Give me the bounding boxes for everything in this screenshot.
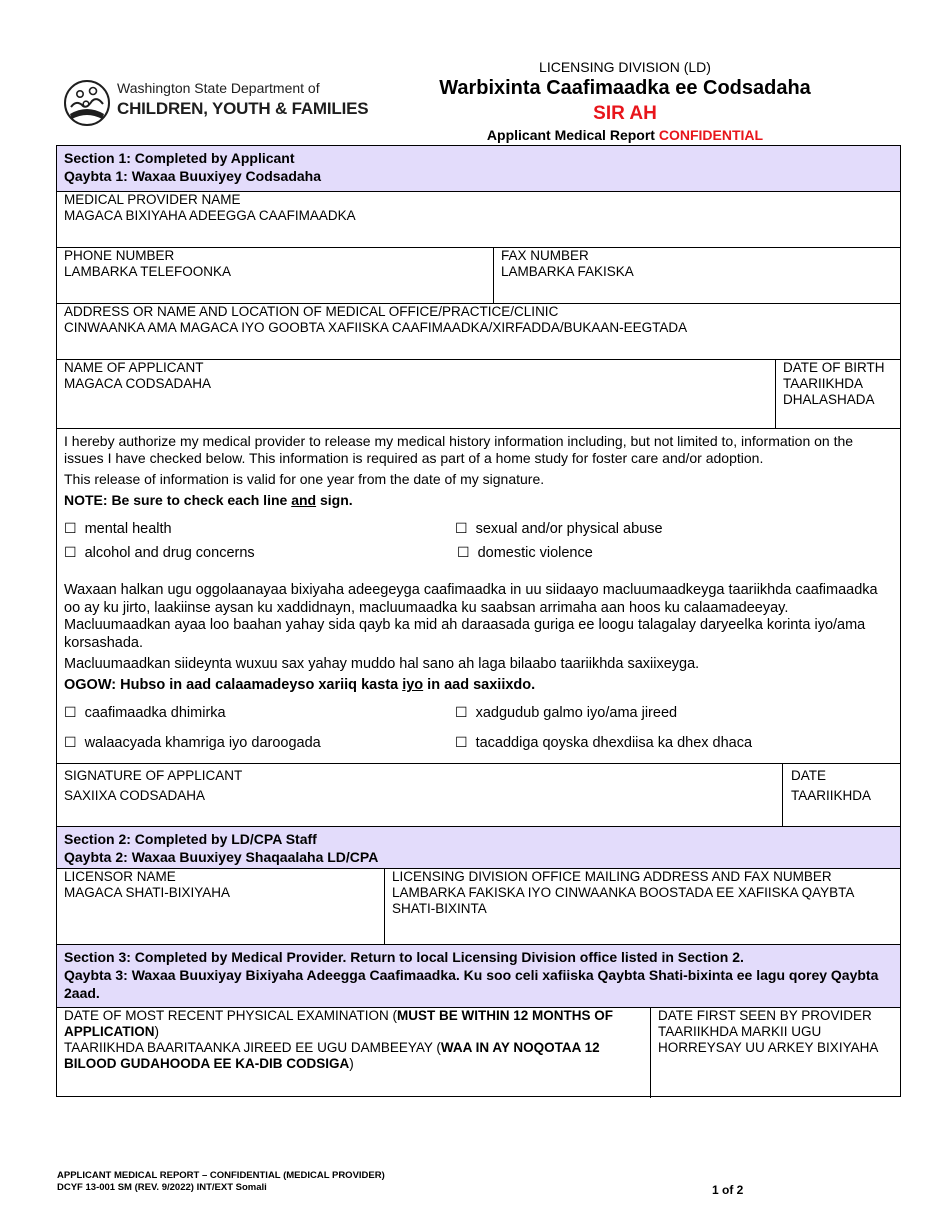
licensor-label-so: MAGACA SHATI-BIXIYAHA bbox=[64, 885, 231, 900]
validity-text-en: This release of information is valid for one year from the date of my signature. bbox=[64, 471, 545, 487]
checkbox-label: sexual and/or physical abuse bbox=[475, 521, 663, 537]
authorization-text-so: Waxaan halkan ugu oggolaanayaa bixiyaha adeegeyga caafimaadka in uu siidaayo macluumaadkeyga taariikhda caafimaadka oo ay ku jirto, laakiinse aysan ku xaddidnayn, macluumaadka ku saabsan arrimaha aan hoos ku calaamadeeyay. Macluumaadkan ayaa loo baahan yahay sida qayb ka mid ah daraasada guriga ee loogu talagalay daryeelka korinta iyo/ama korsashada. bbox=[64, 582, 878, 652]
fax-field[interactable] bbox=[494, 248, 900, 303]
phone-label-en: PHONE NUMBER bbox=[64, 248, 175, 263]
section2-heading bbox=[57, 826, 900, 868]
org-name-line1: Washington State Department of bbox=[117, 80, 320, 96]
note-so bbox=[64, 677, 535, 694]
dob-label-so-2: DHALASHADA bbox=[783, 392, 875, 407]
fax-label-en: FAX NUMBER bbox=[501, 248, 589, 263]
signature-date-field[interactable] bbox=[783, 764, 900, 826]
confidential-label-somali: SIR AH bbox=[593, 103, 657, 124]
checkbox-label: caafimaadka dhimirka bbox=[84, 705, 226, 721]
org-name-line2: CHILDREN, YOUTH & FAMILIES bbox=[117, 99, 369, 118]
form-footer bbox=[57, 1170, 385, 1194]
dcyf-logo-icon bbox=[62, 74, 112, 130]
section3-heading-en: Section 3: Completed by Medical Provider. Return to local Licensing Division office listed in Section 2. bbox=[64, 949, 744, 965]
note-so-text: OGOW: Hubso in aad calaamadeyso xariiq kasta bbox=[64, 677, 403, 693]
signature-label-en: SIGNATURE OF APPLICANT bbox=[64, 768, 243, 783]
confidential-label: CONFIDENTIAL bbox=[658, 127, 764, 143]
exam-label-so-text: TAARIIKHDA BAARITAANKA JIREED EE UGU DAMBEEYAY ( bbox=[64, 1040, 441, 1055]
applicant-label-en: NAME OF APPLICANT bbox=[64, 360, 204, 375]
note-text: NOTE: Be sure to check each line bbox=[64, 492, 292, 508]
section1-heading-en: Section 1: Completed by Applicant bbox=[64, 150, 295, 166]
note-en bbox=[64, 492, 353, 509]
address-field[interactable] bbox=[57, 303, 900, 359]
office-label-so: LAMBARKA FAKISKA IYO CINWAANKA BOOSTADA EE XAFIISKA QAYBTA SHATI-BIXINTA bbox=[392, 885, 854, 916]
provider-name-field[interactable] bbox=[57, 191, 900, 247]
authorization-block bbox=[57, 428, 900, 763]
exam-label-so-end: ) bbox=[349, 1056, 354, 1071]
checkbox-label: domestic violence bbox=[477, 545, 593, 561]
phone-field[interactable] bbox=[57, 248, 493, 303]
checkbox-abuse-so[interactable] bbox=[455, 705, 677, 721]
dcyf-logo bbox=[62, 74, 369, 130]
phone-label-so: LAMBARKA TELEFOONKA bbox=[64, 264, 232, 279]
address-label-so: CINWAANKA AMA MAGACA IYO GOOBTA XAFIISKA CAAFIMAADKA/XIRFADDA/BUKAAN-EEGTADA bbox=[64, 320, 688, 335]
dob-field[interactable] bbox=[776, 360, 900, 428]
medical-report-form bbox=[56, 145, 901, 1097]
checkbox-icon[interactable]: ☐ bbox=[64, 735, 77, 751]
checkbox-label: mental health bbox=[84, 521, 172, 537]
provider-name-label-en: MEDICAL PROVIDER NAME bbox=[64, 192, 241, 207]
checkbox-label: walaacyada khamriga iyo daroogada bbox=[84, 735, 321, 751]
section3-heading-so: Qaybta 3: Waxaa Buuxiyay Bixiyaha Adeegga Caafimaadka. Ku soo celi xafiiska Qaybta Shati-bixinta ee lagu qorey Qaybta 2aad. bbox=[64, 967, 879, 1001]
dob-label-en: DATE OF BIRTH bbox=[783, 360, 885, 375]
provider-name-label-so: MAGACA BIXIYAHA ADEEGGA CAAFIMAADKA bbox=[64, 208, 356, 223]
checkbox-icon[interactable]: ☐ bbox=[64, 705, 77, 721]
office-label-en: LICENSING DIVISION OFFICE MAILING ADDRESS AND FAX NUMBER bbox=[392, 869, 832, 884]
checkbox-mental-health-so[interactable] bbox=[64, 705, 226, 721]
signature-label-so: SAXIIXA CODSADAHA bbox=[64, 788, 206, 803]
date-label-en: DATE bbox=[791, 768, 827, 783]
exam-date-field[interactable] bbox=[57, 1008, 650, 1096]
checkbox-label: alcohol and drug concerns bbox=[84, 545, 255, 561]
applicant-name-field[interactable] bbox=[57, 360, 775, 428]
exam-label-en-text: DATE OF MOST RECENT PHYSICAL EXAMINATION ( bbox=[64, 1008, 398, 1023]
form-title-english bbox=[400, 127, 850, 143]
page-number: 1 of 2 bbox=[712, 1183, 744, 1197]
authorization-text-en: I hereby authorize my medical provider to release my medical history information including, but not limited to, information on the issues I have checked below. This information is required as part of a home study for foster care and/or adoption. bbox=[64, 433, 854, 466]
section2-heading-so: Qaybta 2: Waxaa Buuxiyey Shaqaalaha LD/CPA bbox=[64, 849, 379, 865]
checkbox-domestic-violence[interactable] bbox=[457, 545, 593, 561]
section1-heading bbox=[57, 146, 900, 191]
division-label: LICENSING DIVISION (LD) bbox=[539, 59, 711, 75]
form-title-english-text: Applicant Medical Report bbox=[486, 127, 655, 143]
checkbox-icon[interactable]: ☐ bbox=[455, 521, 468, 537]
footer-title: APPLICANT MEDICAL REPORT – CONFIDENTIAL (MEDICAL PROVIDER) bbox=[57, 1170, 385, 1181]
checkbox-mental-health[interactable] bbox=[64, 521, 172, 537]
checkbox-icon[interactable]: ☐ bbox=[455, 705, 468, 721]
checkbox-label: tacaddiga qoyska dhexdiisa ka dhex dhaca bbox=[475, 735, 753, 751]
form-title-somali: Warbixinta Caafimaadka ee Codsadaha bbox=[439, 77, 811, 99]
note-emphasis: and bbox=[291, 492, 317, 508]
dob-label-so-1: TAARIIKHDA bbox=[783, 376, 864, 391]
checkbox-abuse[interactable] bbox=[455, 521, 663, 537]
fax-label-so: LAMBARKA FAKISKA bbox=[501, 264, 634, 279]
checkbox-icon[interactable]: ☐ bbox=[457, 545, 470, 561]
validity-text-so: Macluumaadkan siideynta wuxuu sax yahay muddo hal sano ah laga bilaabo taariikhda saxiixeyga. bbox=[64, 656, 700, 672]
checkbox-icon[interactable]: ☐ bbox=[64, 521, 77, 537]
first-seen-label-so: TAARIIKHDA MARKII UGU HORREYSAY UU ARKEY BIXIYAHA bbox=[658, 1024, 879, 1055]
first-seen-label-en: DATE FIRST SEEN BY PROVIDER bbox=[658, 1008, 872, 1023]
licensor-label-en: LICENSOR NAME bbox=[64, 869, 176, 884]
note-text-end: sign. bbox=[316, 492, 353, 508]
applicant-label-so: MAGACA CODSADAHA bbox=[64, 376, 212, 391]
checkbox-domestic-violence-so[interactable] bbox=[455, 735, 752, 751]
section1-heading-so: Qaybta 1: Waxaa Buuxiyey Codsadaha bbox=[64, 168, 322, 184]
section2-heading-en: Section 2: Completed by LD/CPA Staff bbox=[64, 831, 317, 847]
address-label-en: ADDRESS OR NAME AND LOCATION OF MEDICAL OFFICE/PRACTICE/CLINIC bbox=[64, 304, 559, 319]
first-seen-date-field[interactable] bbox=[651, 1008, 900, 1096]
checkbox-icon[interactable]: ☐ bbox=[64, 545, 77, 561]
form-number: DCYF 13-001 SM (REV. 9/2022) INT/EXT Somali bbox=[57, 1182, 267, 1193]
section3-heading bbox=[57, 944, 900, 1007]
office-address-field[interactable] bbox=[385, 869, 900, 944]
licensor-name-field[interactable] bbox=[57, 869, 384, 944]
checkbox-alcohol-drugs[interactable] bbox=[64, 545, 255, 561]
exam-label-en-end: ) bbox=[154, 1024, 159, 1039]
note-so-emphasis: iyo bbox=[402, 677, 424, 693]
checkbox-icon[interactable]: ☐ bbox=[455, 735, 468, 751]
exam-label-en-emphasis: MUST BE WITHIN 12 MONTHS OF APPLICATION bbox=[64, 1008, 614, 1039]
note-so-text-end: in aad saxiixdo. bbox=[423, 677, 536, 693]
exam-label-so-emphasis: WAA IN AY NOQOTAA 12 BILOOD GUDAHOODA EE KA-DIB CODSIGA bbox=[64, 1040, 600, 1071]
date-label-so: TAARIIKHDA bbox=[791, 788, 872, 803]
signature-field[interactable] bbox=[57, 764, 782, 826]
checkbox-label: xadgudub galmo iyo/ama jireed bbox=[475, 705, 678, 721]
checkbox-alcohol-drugs-so[interactable] bbox=[64, 735, 321, 751]
